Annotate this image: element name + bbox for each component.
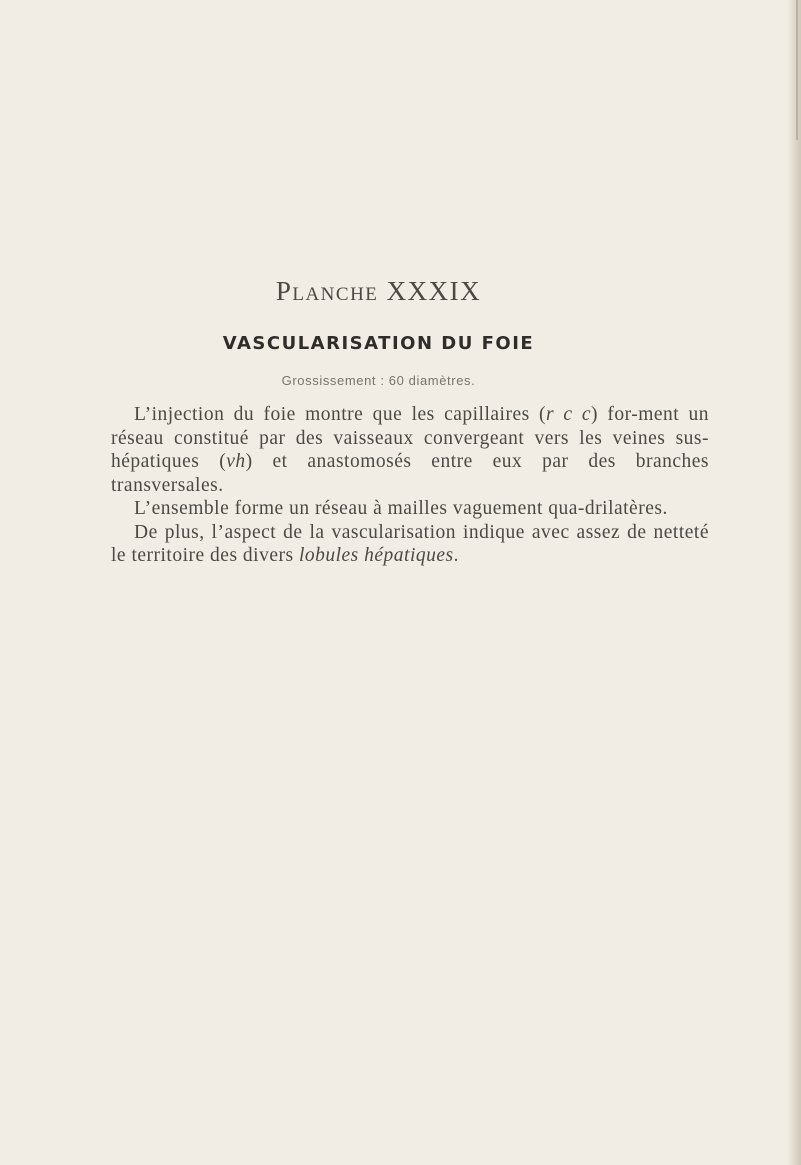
paragraph-text: .	[453, 545, 460, 566]
paragraph-injection	[111, 403, 709, 497]
paragraph-de-plus	[111, 521, 709, 568]
plate-title: Planche XXXIX	[275, 276, 482, 306]
paragraph-ensemble: L’ensemble forme un réseau à mailles vaguement qua-drilatères.	[134, 498, 668, 519]
capillaries-abbrev: r c c	[546, 404, 592, 425]
page-edge-line	[796, 0, 798, 140]
subtitle: Grossissement : 60 diamètres.	[281, 373, 476, 388]
page-edge-shadow	[787, 0, 801, 1165]
paragraph-text: L’injection du foie montre que les capillaires (	[134, 404, 547, 425]
paragraph-text: De plus, l’aspect de la vascularisation indique avec assez de netteté le territoire des divers	[111, 521, 709, 566]
paragraph-text: ) for-ment un réseau constitué par des vaisseaux convergeant vers les veines sus-hépatiques (	[111, 404, 709, 472]
italic-term: lobules hépatiques	[298, 545, 454, 566]
hepatic-veins-abbrev: vh	[226, 451, 246, 472]
body-text	[111, 403, 709, 568]
paragraph-text: ) et anastomosés entre eux par des branches transversales.	[111, 451, 709, 496]
main-title: VASCULARISATION DU FOIE	[222, 333, 535, 354]
